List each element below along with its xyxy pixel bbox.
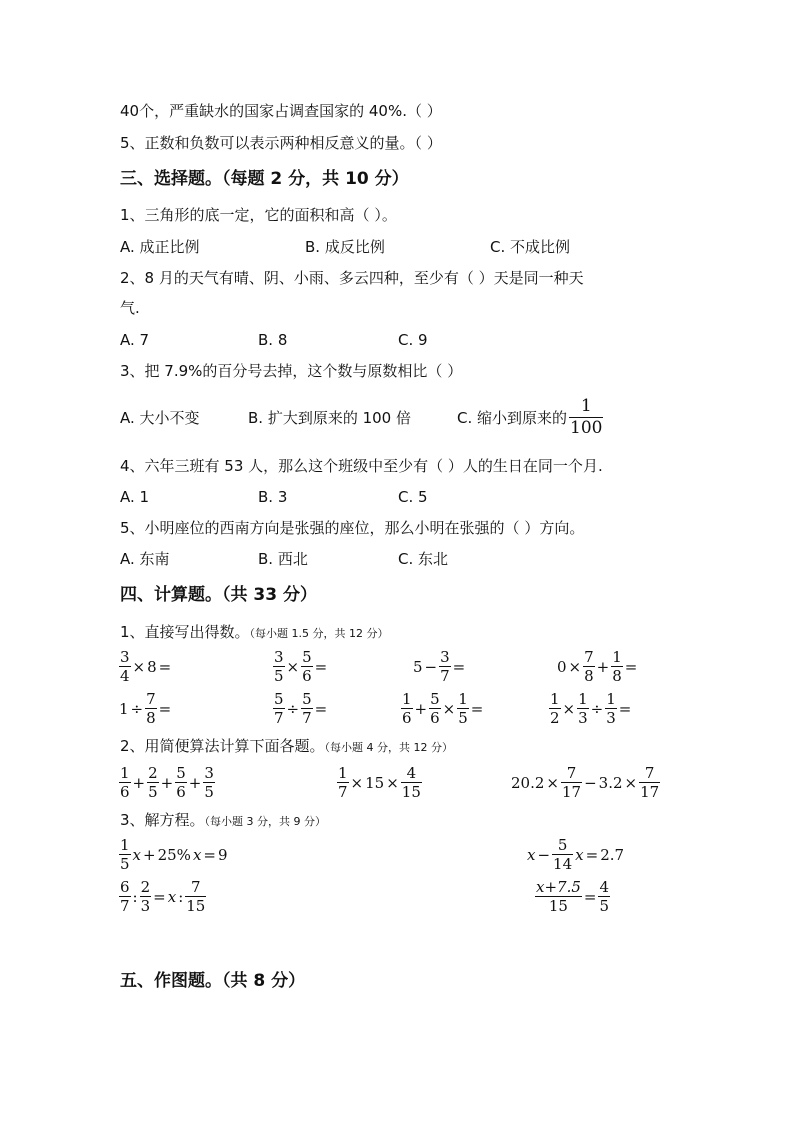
q3-2-option-c: C. 9 [398,331,428,349]
q3-1-option-c: C. 不成比例 [490,238,571,256]
expr-2-2: $\frac{1}{7}$ × 15 × $\frac{4}{15}$ [338,764,421,801]
q3-2-option-b: B. 8 [258,331,288,349]
q3-5-option-a: A. 东南 [120,550,170,568]
judge-q5: 5、正数和负数可以表示两种相反意义的量。（ ） [120,134,442,152]
q3-3-option-c [456,396,604,439]
q3-3-option-b: B. 扩大到原来的 100 倍 [248,409,411,427]
part-3-heading: 3、解方程。（每小题 3 分，共 9 分） [120,811,327,829]
equation-3-2: x − $\frac{5}{14}$ x = 2.7 [527,836,625,873]
q3-3-option-c-text: C. 缩小到原来的 [457,408,568,427]
expr-1-1: $\frac{3}{4}$ × 8 = [120,648,172,685]
expr-1-4: 0 × $\frac{7}{8}$ + $\frac{1}{8}$ = [557,648,638,685]
q3-1-option-b: B. 成反比例 [305,238,385,256]
expr-1-5: 1 ÷ $\frac{7}{8}$ = [119,690,172,727]
q3-2-stem-cont: 气. [120,299,140,317]
expr-2-3: 20.2 × $\frac{7}{17}$ − 3.2 × $\frac{7}{17}$ [511,764,660,801]
expr-1-3: 5 − $\frac{3}{7}$ = [413,648,466,685]
q3-5-option-c: C. 东北 [398,550,449,568]
q3-5-stem: 5、小明座位的西南方向是张强的座位，那么小明在张强的（ ）方向。 [120,519,585,537]
part-2-heading: 2、用简便算法计算下面各题。（每小题 4 分，共 12 分） [120,737,454,755]
expr-1-2: $\frac{3}{5}$ × $\frac{5}{6}$ = [274,648,328,685]
q3-3-option-a: A. 大小不变 [120,409,200,427]
equation-3-3: $\frac{6}{7}$ : $\frac{2}{3}$ = x : $\frac{7}{15}$ [120,878,206,915]
expr-1-8: $\frac{1}{2}$ × $\frac{1}{3}$ ÷ $\frac{1}{3}$ = [550,690,632,727]
q3-1-option-a: A. 成正比例 [120,238,200,256]
q3-1-stem: 1、三角形的底一定，它的面积和高（ ）。 [120,206,397,224]
section-4-title: 四、计算题。（共 33 分） [120,585,317,605]
q3-2-stem: 2、8 月的天气有晴、阴、小雨、多云四种，至少有（ ）天是同一种天 [120,269,584,287]
q3-2-option-a: A. 7 [120,331,150,349]
equation-3-1: $\frac{1}{5}$ x + 25% x = 9 [120,836,228,873]
q3-4-option-b: B. 3 [258,488,288,506]
section-3-title: 三、选择题。（每题 2 分，共 10 分） [120,169,409,189]
q3-4-option-a: A. 1 [120,488,150,506]
q3-4-stem: 4、六年三班有 53 人，那么这个班级中至少有（ ）人的生日在同一个月. [120,457,603,475]
expr-1-6: $\frac{5}{7}$ ÷ $\frac{5}{7}$ = [274,690,328,727]
q3-3-stem: 3、把 7.9%的百分号去掉，这个数与原数相比（ ） [120,362,463,380]
equation-3-4: $\frac{x+7.5}{15}$ = $\frac{4}{5}$ [536,878,610,915]
section-5-title: 五、作图题。（共 8 分） [120,971,306,991]
expr-2-1: $\frac{1}{6}$ + $\frac{2}{5}$ + $\frac{5}{6}$ + $\frac{3}{5}$ [120,764,214,801]
part-1-heading: 1、直接写出得数。（每小题 1.5 分，共 12 分） [120,623,389,641]
judge-q4-continuation: 40个，严重缺水的国家占调查国家的 40%.（ ） [120,102,442,120]
fraction-1-100: $\frac{1}{100}$ [570,396,603,438]
q3-4-option-c: C. 5 [398,488,428,506]
q3-5-option-b: B. 西北 [258,550,308,568]
expr-1-7: $\frac{1}{6}$ + $\frac{5}{6}$ × $\frac{1}{5}$ = [402,690,484,727]
